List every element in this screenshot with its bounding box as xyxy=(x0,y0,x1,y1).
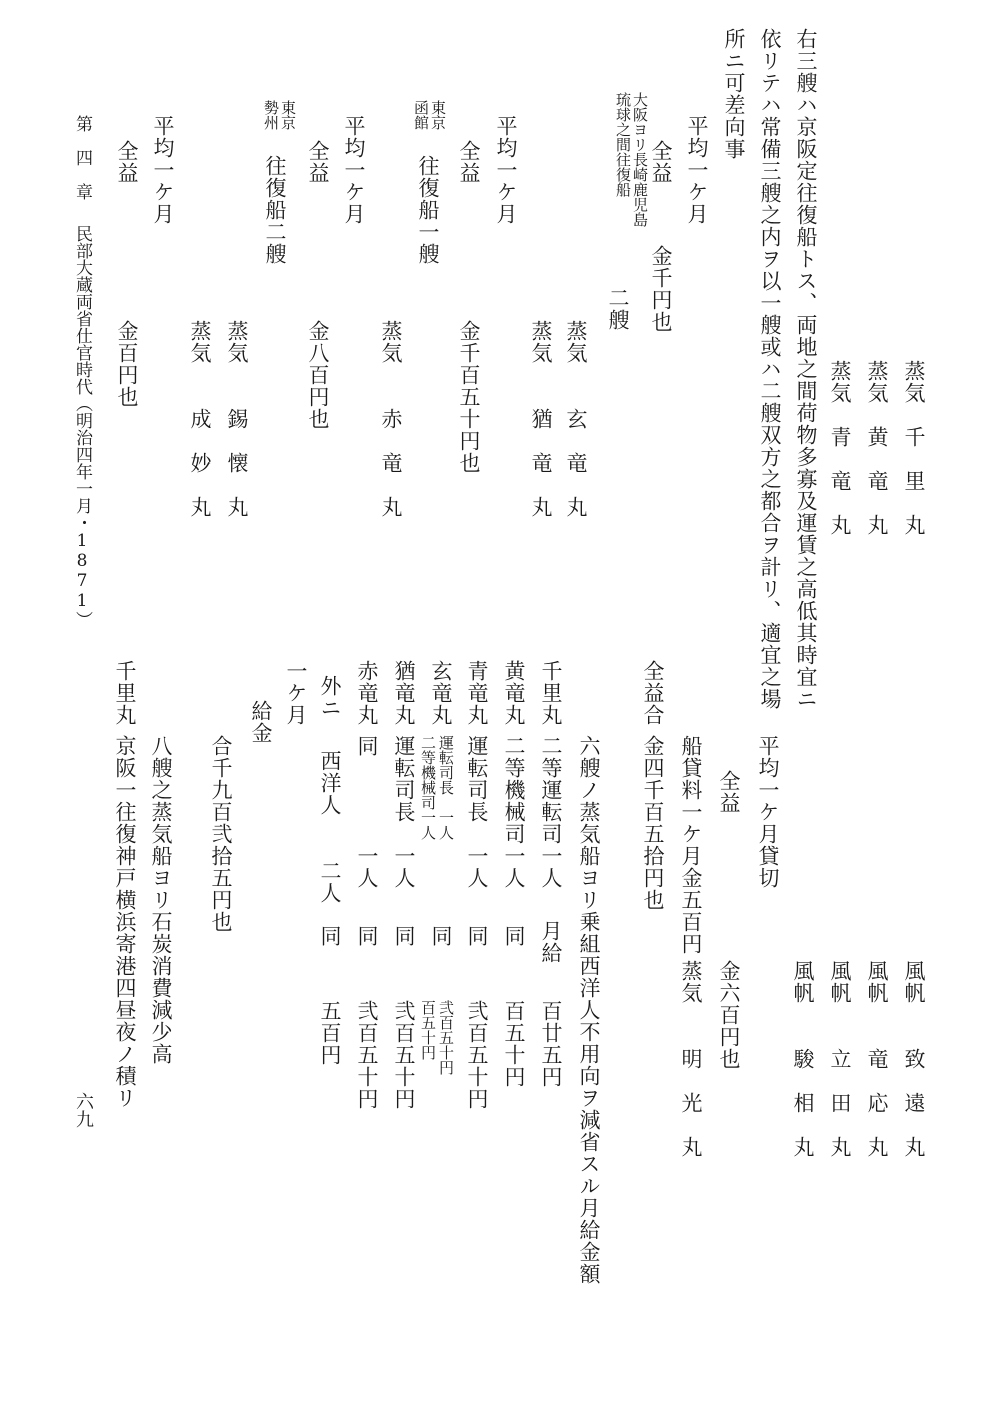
crew-pay: 五百円 xyxy=(318,1000,342,1066)
crew-heading: 六艘ノ蒸気船ヨリ乗組西洋人不用向ヲ減省スル月給金額 xyxy=(577,735,601,1285)
last-ship-text: 京阪一往復神戸横浜寄港四昼夜ノ積リ xyxy=(113,735,137,1109)
route-tokyo-seishu xyxy=(262,100,296,130)
ship-genryu: 蒸気 玄 竜 丸 xyxy=(564,320,588,518)
paragraph-line-3: 所ニ可差向事 xyxy=(722,28,746,160)
crew-rank: 運転司長 一人 xyxy=(437,735,455,840)
crew-ship: 青竜丸 xyxy=(465,660,489,726)
route1-line1: 大阪ヨリ長崎鹿児島 xyxy=(631,92,649,227)
chapter-date: （明治四年一月・1871） xyxy=(72,395,92,628)
crew-pay: 弐百五十円 xyxy=(465,1000,489,1110)
sail-tatsuta: 風帆 立 田 丸 xyxy=(828,960,852,1158)
grand-total-amount: 金四千百五拾円也 xyxy=(641,735,665,911)
route-osaka-nagasaki xyxy=(614,92,648,227)
crew-rank: 同 一人 xyxy=(355,735,379,889)
amount-2: 金千百五十円也 xyxy=(457,320,481,474)
crew-ship: 千里丸 xyxy=(539,660,563,726)
crew-rank: 二等機械司一人 xyxy=(502,735,526,889)
total-2: 全益 xyxy=(457,140,481,184)
avg-month-1: 平均一ケ月 xyxy=(685,115,709,225)
sail-sunso: 風帆 駿 相 丸 xyxy=(791,960,815,1158)
amount-3: 金八百円也 xyxy=(306,320,330,430)
charter-amount: 金六百円也 xyxy=(717,960,741,1070)
crew-ship: 猶竜丸 xyxy=(392,660,416,726)
paragraph-line-2: 依リテハ常備三艘之内ヲ以一艘或ハ二艘双方之都合ヲ計リ、適宜之場 xyxy=(758,28,782,710)
total-3: 全益 xyxy=(306,140,330,184)
crew-pay-label: 同 xyxy=(429,925,453,947)
crew-rank: 西洋人 二人 xyxy=(318,750,342,904)
page-number: 六九 xyxy=(73,1092,94,1128)
route3-line2: 勢州 xyxy=(262,100,280,130)
crew-ship: 玄竜丸 xyxy=(429,660,453,726)
paragraph-line-1: 右三艘ハ京阪定往復船トス、両地之間荷物多寡及運賃之高低其時宜ニ xyxy=(794,28,818,710)
ship-koryu-upper: 蒸気 黄 竜 丸 xyxy=(865,360,889,536)
grand-total-label: 全益合 xyxy=(641,660,665,726)
rent-fee: 船貸料一ケ月金五百円 xyxy=(679,735,703,955)
crew-pay-label: 同 xyxy=(318,925,342,947)
total-4: 全益 xyxy=(115,140,139,184)
charter-avg: 平均一ケ月貸切 xyxy=(756,735,780,889)
crew-rank: 二等運転司一人 xyxy=(539,735,563,889)
ship-sekiryu: 蒸気 赤 竜 丸 xyxy=(379,320,403,518)
total-1: 全益 xyxy=(649,140,673,184)
route2-line2: 函館 xyxy=(412,100,430,130)
crew-ship: 外ニ xyxy=(318,675,342,719)
avg-month-2: 平均一ケ月 xyxy=(494,115,518,225)
crew-pay: 百五十円 xyxy=(502,1000,526,1088)
amount-1: 金千円也 xyxy=(649,245,673,333)
chapter-title: 民部大蔵両省仕官時代 xyxy=(72,225,92,395)
charter-total: 全益 xyxy=(717,770,741,814)
avg-month-3: 平均一ケ月 xyxy=(342,115,366,225)
ship-shakukai: 蒸気 錫 懐 丸 xyxy=(225,320,249,518)
crew-pay: 百五十円 xyxy=(419,1000,437,1060)
ship-seimyo: 蒸気 成 妙 丸 xyxy=(188,320,212,518)
ship-senri-upper: 蒸気 千 里 丸 xyxy=(902,360,926,536)
crew-pay-label: 同 xyxy=(465,925,489,947)
route3-label: 往復船二艘 xyxy=(263,155,287,265)
one-month: 一ケ月 xyxy=(284,660,308,726)
crew-pay-label: 同 xyxy=(392,925,416,947)
route3-line1: 東京 xyxy=(279,100,297,130)
crew-rank: 運転司長 一人 xyxy=(392,735,416,889)
ship-seiryu-upper: 蒸気 青 竜 丸 xyxy=(828,360,852,536)
route2-label: 往復船一艘 xyxy=(416,155,440,265)
crew-pay: 弐百五十円 xyxy=(355,1000,379,1110)
avg-month-4: 平均一ケ月 xyxy=(151,115,175,225)
crew-rank: 運転司長 一人 xyxy=(465,735,489,889)
crew-pay-label: 月給 xyxy=(539,920,563,964)
crew-pay-label: 同 xyxy=(355,925,379,947)
route2-line1: 東京 xyxy=(429,100,447,130)
crew-ship: 黄竜丸 xyxy=(502,660,526,726)
route1-line2: 琉球之間往復船 xyxy=(614,92,632,197)
crew-pay: 百廿五円 xyxy=(539,1000,563,1088)
last-ship: 千里丸 xyxy=(113,660,137,726)
sail-chien: 風帆 致 遠 丸 xyxy=(902,960,926,1158)
crew-pay-label: 同 xyxy=(502,925,526,947)
chapter-label: 第 四 章 xyxy=(72,115,92,200)
crew-pay: 弐百五十円 xyxy=(392,1000,416,1110)
crew-ship: 赤竜丸 xyxy=(355,660,379,726)
crew-pay: 弐百五十円 xyxy=(437,1000,455,1075)
amount-4: 金百円也 xyxy=(115,320,139,408)
salary-total: 合千九百弐拾五円也 xyxy=(209,735,233,933)
ship-yuryu: 蒸気 猶 竜 丸 xyxy=(529,320,553,518)
route1-count: 二艘 xyxy=(606,287,630,331)
sail-ryuo: 風帆 竜 応 丸 xyxy=(865,960,889,1158)
salary-label: 給金 xyxy=(249,700,273,744)
rent-ship-meiko: 蒸気 明 光 丸 xyxy=(679,960,703,1158)
route-tokyo-hakodate xyxy=(412,100,446,130)
coal-heading: 八艘之蒸気船ヨリ石炭消費減少高 xyxy=(149,735,173,1065)
crew-rank: 二等機械司一人 xyxy=(419,735,437,840)
